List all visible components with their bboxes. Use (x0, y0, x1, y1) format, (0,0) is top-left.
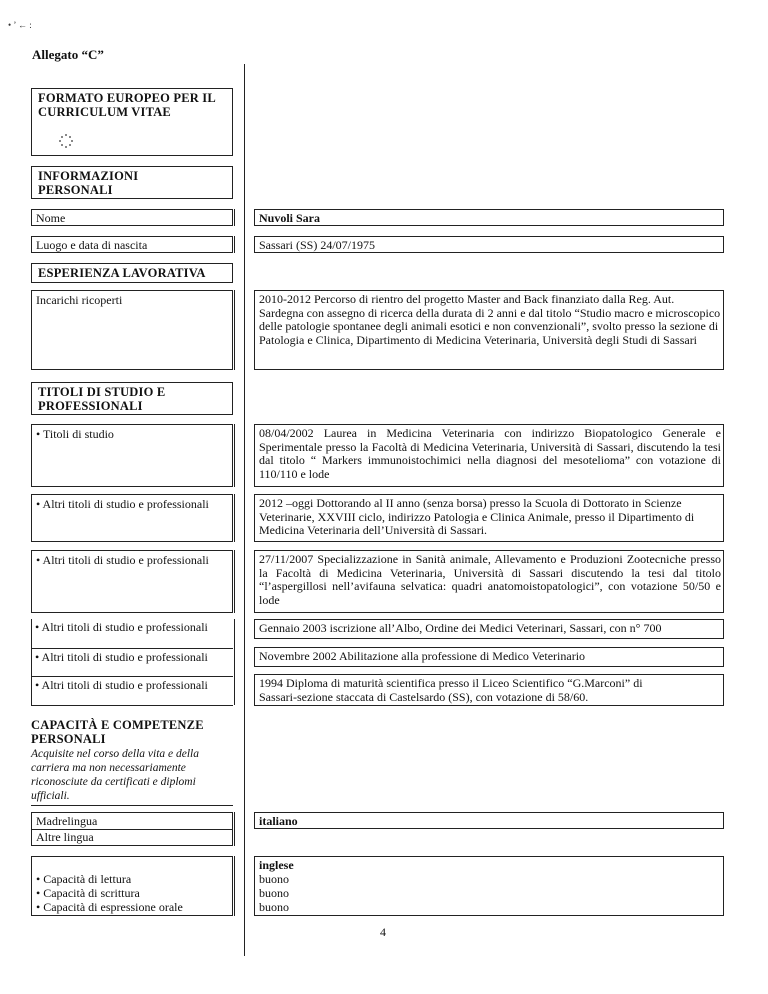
titolo5-value-box (254, 647, 724, 667)
rule (234, 550, 235, 613)
titolo3-label: • Altri titoli di studio e professionali (36, 553, 209, 567)
luogo-value: Sassari (SS) 24/07/1975 (259, 238, 376, 252)
section-esperienza-title: ESPERIENZA LAVORATIVA (38, 266, 206, 280)
luogo-label-box (31, 236, 233, 253)
page-number: 4 (380, 925, 386, 939)
lingue-label-box (31, 812, 233, 846)
titolo6-label: • Altri titoli di studio e professionali (35, 678, 208, 692)
titolo5-value: Novembre 2002 Abilitazione alla professione di Medico Veterinario (259, 649, 586, 663)
rule (31, 648, 233, 649)
rule (234, 290, 235, 370)
madrelingua-label: Madrelingua (36, 814, 98, 828)
central-divider (244, 64, 245, 956)
section-capacita-title: CAPACITÀ E COMPETENZE PERSONALI (31, 718, 204, 746)
titolo3-label-box (31, 550, 233, 613)
rule (31, 805, 233, 806)
skills-label-box (31, 856, 233, 916)
section-titoli-box (31, 382, 233, 415)
titolo6-value: 1994 Diploma di maturità scientifica presso il Liceo Scientifico “G.Marconi” di Sassari-sezione staccata di Castelsardo (SS), con votazione di 58/60. (259, 676, 643, 704)
section-capacita-note: Acquisite nel corso della vita e della carriera ma non necessariamente riconosciute da certificati e diplomi ufficiali. (31, 748, 199, 802)
titolo2-label: • Altri titoli di studio e professionali (36, 497, 209, 511)
titolo1-value: 08/04/2002 Laurea in Medicina Veterinaria con indirizzo Biopatologico Generale e Sperimentale presso la Facoltà di Medicina Veterinaria, Università di Sassari, discutendo la tesi dal titolo “ Markers immunoistochimici nella diagnosi del mesotelioma” con votazione di 110/110 e lode (259, 426, 721, 481)
nome-label: Nome (36, 211, 66, 225)
nome-value: Nuvoli Sara (259, 211, 321, 225)
rule (234, 236, 235, 253)
rule (31, 676, 233, 677)
titolo1-label-box (31, 424, 233, 487)
rule (31, 619, 32, 705)
formato-title: FORMATO EUROPEO PER IL CURRICULUM VITAE (38, 91, 216, 119)
formato-box (31, 88, 233, 156)
rule (234, 209, 235, 226)
luogo-value-box (254, 236, 724, 253)
rule (234, 494, 235, 542)
incarichi-label: Incarichi ricoperti (36, 293, 123, 307)
titolo4-value: Gennaio 2003 iscrizione all’Albo, Ordine dei Medici Veterinari, Sassari, con n° 700 (259, 621, 662, 635)
rule (234, 812, 235, 846)
lingua-value: inglese (259, 858, 294, 872)
nome-label-box (31, 209, 233, 226)
rule (234, 424, 235, 487)
titolo2-value: 2012 –oggi Dottorando al II anno (senza borsa) presso la Scuola di Dottorato in Scienze Veterinarie, XXVIII ciclo, indirizzo Patologia e Clinica Animale, presso il Dipartimento di Medicina Veterinaria dell’Università di Sassari. (259, 496, 695, 538)
eu-stars-icon (58, 133, 74, 149)
incarichi-value: 2010-2012 Percorso di rientro del progetto Master and Back finanziato dalla Reg. Aut. Sardegna con assegno di ricerca della durata di 2 anni e dal titolo “Studio macro e microscopico delle patologie spontanee degli animali esotici e non convenzionali”, svolto presso la sezione di Patologia e Clinica, Dipartimento di Medicina Veterinaria, Università degli Studi di Sassari (259, 292, 721, 347)
section-info-title: INFORMAZIONI PERSONALI (38, 169, 139, 197)
incarichi-label-box (31, 290, 233, 370)
section-info-box (31, 166, 233, 199)
rule (31, 705, 233, 706)
madrelingua-value-box (254, 812, 724, 829)
section-esperienza-box (31, 263, 233, 283)
titolo3-value: 27/11/2007 Specializzazione in Sanità animale, Allevamento e Produzioni Zootecniche presso la Facoltà di Medicina Veterinaria, Università di Sassari discutendo la tesi dal titolo “l’aspergillosi nell’avifauna selvatica: quadri anatomoistopatologici”, con votazione 50/50 e lode (259, 552, 721, 607)
scrittura-value: buono (259, 886, 289, 900)
espressione-value: buono (259, 900, 289, 914)
rule (234, 619, 235, 705)
scan-marks: • ’ ← : (8, 20, 32, 30)
titolo5-label: • Altri titoli di studio e professionali (35, 650, 208, 664)
luogo-label: Luogo e data di nascita (36, 238, 148, 252)
titolo3-value-box (254, 550, 724, 613)
allegato-label: Allegato “C” (32, 47, 104, 62)
titolo2-value-box (254, 494, 724, 542)
espressione-label: • Capacità di espressione orale (36, 900, 183, 914)
rule (234, 856, 235, 916)
titolo4-value-box (254, 619, 724, 639)
titolo4-label: • Altri titoli di studio e professionali (35, 620, 208, 634)
section-titoli-title: TITOLI DI STUDIO E PROFESSIONALI (38, 385, 166, 413)
altre-lingua-label: Altre lingua (36, 830, 94, 844)
lettura-value: buono (259, 872, 289, 886)
titolo6-value-box (254, 674, 724, 706)
titolo1-value-box (254, 424, 724, 487)
incarichi-value-box (254, 290, 724, 370)
skills-value-box (254, 856, 724, 916)
madrelingua-value: italiano (259, 814, 298, 828)
nome-value-box (254, 209, 724, 226)
lettura-label: • Capacità di lettura (36, 872, 132, 886)
titolo1-label: • Titoli di studio (36, 427, 114, 441)
titolo2-label-box (31, 494, 233, 542)
scrittura-label: • Capacità di scrittura (36, 886, 140, 900)
